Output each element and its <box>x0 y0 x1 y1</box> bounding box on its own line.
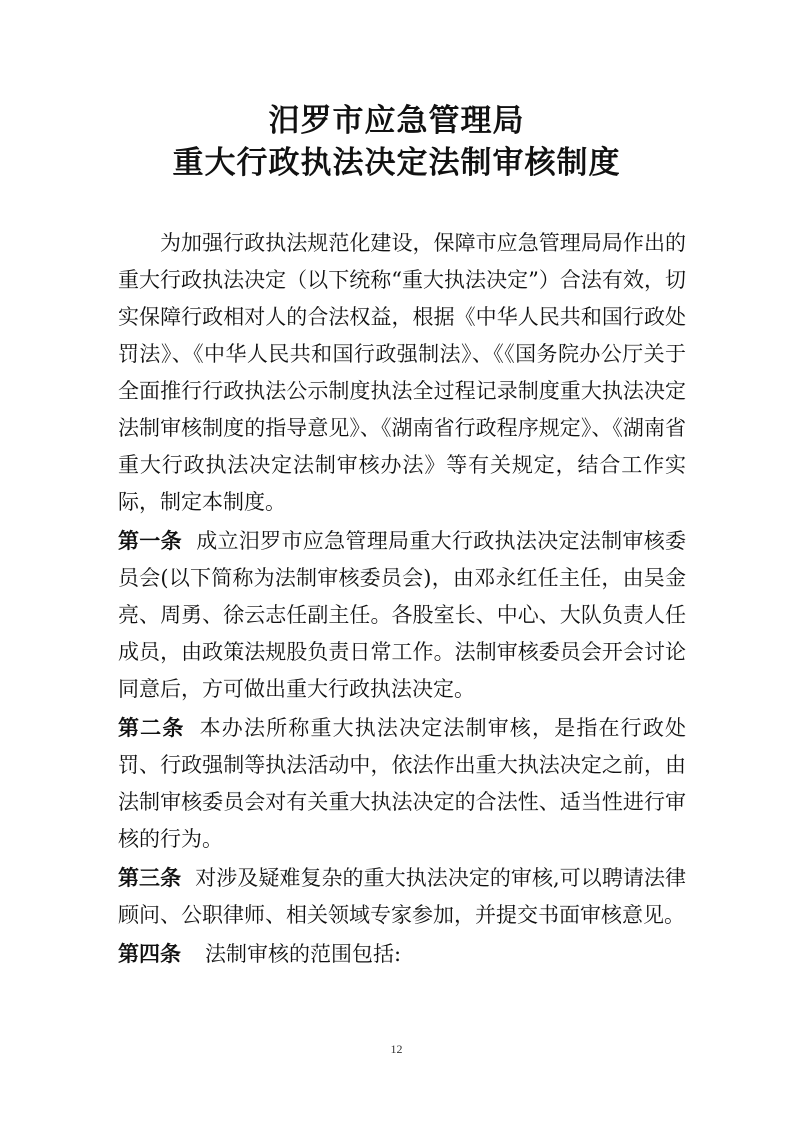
title-line-1: 汨罗市应急管理局 <box>268 103 525 139</box>
intro-paragraph: 为加强行政执法规范化建设，保障市应急管理局局作出的重大行政执法决定（以下统称“重大执法决定”）合法有效，切实保障行政相对人的合法权益，根据《中华人民共和国行政处罚法》、《中华人民共和国行政强制法》、《《国务院办公厅关于全面推行行政执法公示制度执法全过程记录制度重大执法决定法制审核制度的指导意见》、《湖南省行政程序规定》、《湖南省重大行政执法决定法制审核办法》等有关规定，结合工作实际，制定本制度。 <box>118 231 686 514</box>
article-2-label: 第二条 <box>118 716 185 740</box>
article-2-text: 本办法所称重大执法决定法制审核，是指在行政处罚、行政强制等执法活动中，依法作出重大执法决定之前，由法制审核委员会对有关重大执法决定的合法性、适当性进行审核的行为。 <box>118 716 687 851</box>
article-3-label: 第三条 <box>118 866 182 890</box>
article-2 <box>118 710 686 858</box>
article-1-label: 第一条 <box>118 529 182 553</box>
page-number: 12 <box>390 1042 403 1056</box>
title-line-2: 重大行政执法决定法制审核制度 <box>172 145 621 181</box>
article-4-label: 第四条 <box>118 942 181 966</box>
article-4 <box>118 936 686 973</box>
article-4-text: 法制审核的范围包括: <box>205 942 402 966</box>
article-3-text: 对涉及疑难复杂的重大执法决定的审核,可以聘请法律顾问、公职律师、相关领域专家参加，并提交书面审核意见。 <box>118 866 686 927</box>
document-title <box>0 102 793 182</box>
document-body <box>118 225 686 973</box>
article-1-text: 成立汨罗市应急管理局重大行政执法决定法制审核委员会(以下简称为法制审核委员会)，由邓永红任主任，由吴金亮、周勇、徐云志任副主任。各股室长、中心、大队负责人任成员，由政策法规股负责日常工作。法制审核委员会开会讨论同意后，方可做出重大行政执法决定。 <box>118 529 687 701</box>
article-3 <box>118 860 686 934</box>
article-1 <box>118 523 686 708</box>
